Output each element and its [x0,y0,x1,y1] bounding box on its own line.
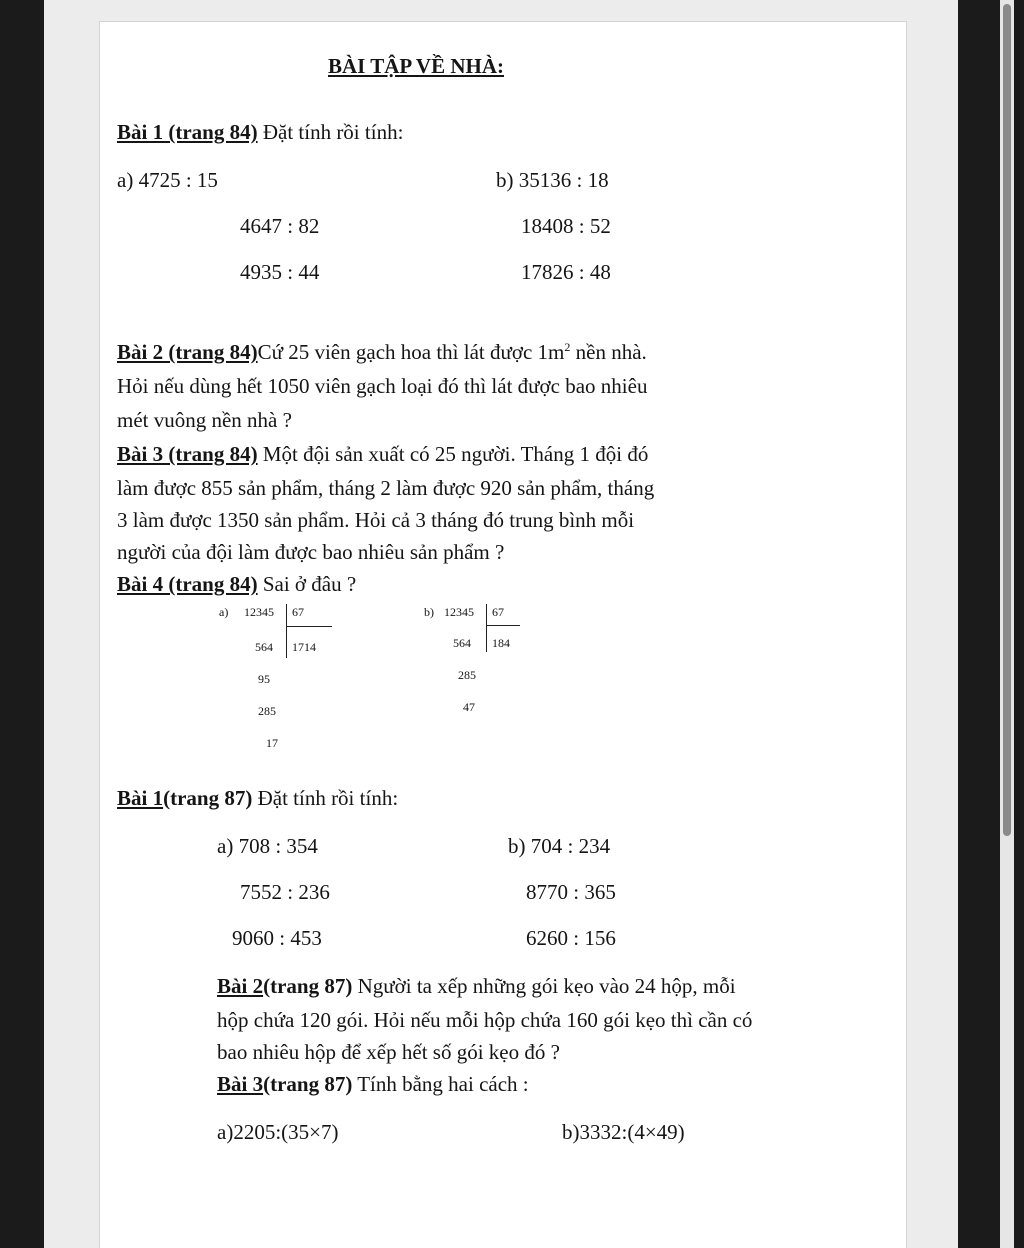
problem-b2: 8770 : 365 [526,880,616,904]
exercise-instruction: Tính bằng hai cách : [352,1072,529,1096]
problem-a1: a) 708 : 354 [217,834,318,858]
exercise-label: Bài 2 (trang 84) [117,340,258,364]
exercise-label: Bài 1 [117,786,164,810]
division-b-step-1: 564 [453,636,471,650]
exercise-2-p84-line-3: mét vuông nền nhà ? [117,408,292,432]
superscript: 2 [564,340,571,354]
exercise-instruction: Sai ở đâu ? [257,572,357,596]
exercise-text: nền nhà. [570,340,647,364]
scrollbar-thumb[interactable] [1003,4,1011,836]
exercise-text: Một đội sản xuất có 25 người. Tháng 1 đội đó [257,442,649,466]
problem-b: b)3332:(4×49) [562,1120,685,1144]
division-b-quotient: 184 [492,636,510,650]
division-a-quotient: 1714 [292,640,316,654]
exercise-instruction: Đặt tính rồi tính: [252,786,399,810]
exercise-3-p87-heading [217,1072,529,1097]
problem-a2: 7552 : 236 [240,880,330,904]
problem-a3: 4935 : 44 [240,260,320,284]
problem-a3: 9060 : 453 [232,926,322,950]
exercise-label: Bài 2 [217,974,264,998]
exercise-3-p84-line-3: 3 làm được 1350 sản phẩm. Hỏi cả 3 tháng đó trung bình mỗi [117,508,635,532]
division-b-vertical-line [486,604,487,652]
exercise-text: Người ta xếp những gói kẹo vào 24 hộp, mỗi [352,974,736,998]
page-title: BÀI TẬP VỀ NHÀ: [328,54,505,78]
exercise-text: Cứ 25 viên gạch hoa thì lát được 1m [257,340,565,364]
problem-b1: b) 35136 : 18 [496,168,609,192]
problem-a2: 4647 : 82 [240,214,320,238]
division-a-step-1: 564 [255,640,273,654]
exercise-page: (trang 87) [163,786,253,810]
division-b-dividend: 12345 [444,605,474,619]
division-a-step-2: 95 [258,672,270,686]
problem-b1: b) 704 : 234 [508,834,611,858]
exercise-3-p84-line-2: làm được 855 sản phẩm, tháng 2 làm được 920 sản phẩm, tháng [117,476,655,500]
division-a-step-3: 285 [258,704,276,718]
exercise-page: (trang 87) [263,1072,353,1096]
division-b-step-2: 285 [458,668,476,682]
problem-b2: 18408 : 52 [521,214,611,238]
exercise-label: Bài 1 (trang 84) [117,120,258,144]
division-a-divisor: 67 [292,605,304,619]
division-b-divisor: 67 [492,605,504,619]
division-a-dividend: 12345 [244,605,274,619]
exercise-2-p84-line-2: Hỏi nếu dùng hết 1050 viên gạch loại đó thì lát được bao nhiêu [117,374,648,398]
problem-b3: 17826 : 48 [521,260,611,284]
exercise-page: (trang 87) [263,974,353,998]
exercise-2-p87-line-2: hộp chứa 120 gói. Hỏi nếu mỗi hộp chứa 160 gói kẹo thì cần có [217,1008,753,1032]
exercise-instruction: Đặt tính rồi tính: [257,120,404,144]
exercise-2-p87-line-1 [217,974,736,999]
division-b-step-3: 47 [463,700,475,714]
exercise-label: Bài 3 [217,1072,264,1096]
problem-a: a)2205:(35×7) [217,1120,339,1144]
exercise-2-p84-line-1 [117,340,647,365]
problem-a1: a) 4725 : 15 [117,168,218,192]
exercise-4-p84-heading [117,572,356,597]
division-a-horizontal-line [286,626,332,627]
division-a-tag: a) [219,605,229,619]
exercise-2-p87-line-3: bao nhiêu hộp để xếp hết số gói kẹo đó ? [217,1040,560,1064]
exercise-label: Bài 4 (trang 84) [117,572,258,596]
division-a-step-4: 17 [266,736,278,750]
exercise-1-p87-heading [117,786,398,811]
exercise-3-p84-line-1 [117,442,648,467]
exercise-label: Bài 3 (trang 84) [117,442,258,466]
exercise-1-p84-heading [117,120,403,145]
exercise-3-p84-line-4: người của đội làm được bao nhiêu sản phẩm ? [117,540,505,564]
division-b-horizontal-line [486,625,520,626]
division-b-tag: b) [424,605,434,619]
problem-b3: 6260 : 156 [526,926,616,950]
division-a-vertical-line [286,604,287,658]
